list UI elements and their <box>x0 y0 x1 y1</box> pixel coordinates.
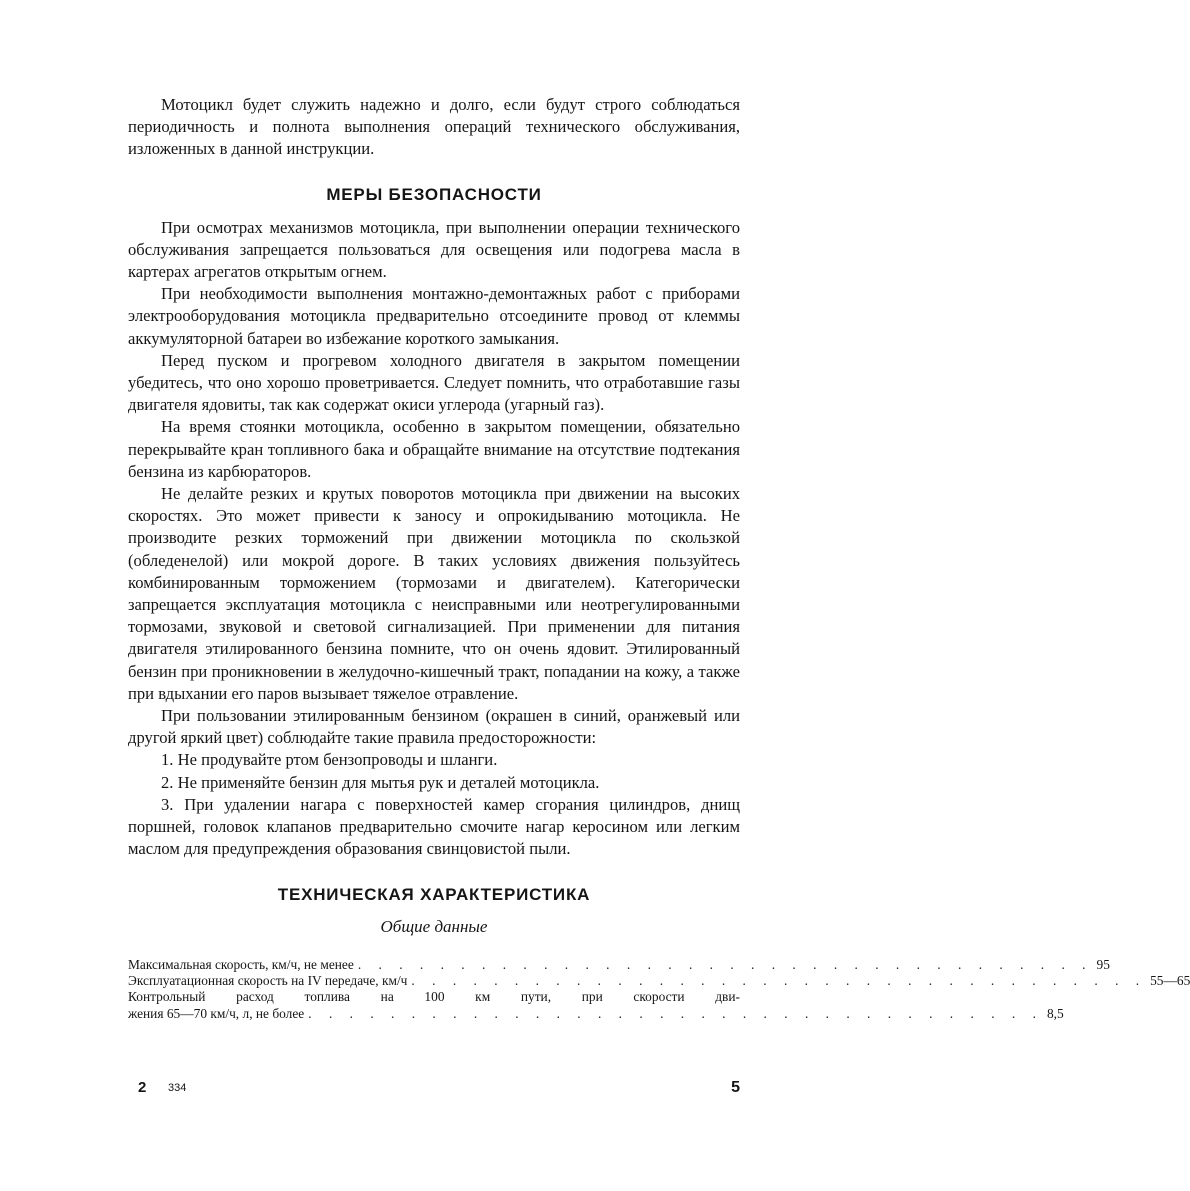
spec-leader-dots: . . . . . . . . . . . . . . . . . . . . . . . . . . . . . . . . . . . . <box>411 972 1147 988</box>
spec-value: 95 <box>1096 956 1110 972</box>
safety-rule-item: 3. При удалении нагара с поверхностей камер сгорания цилиндров, днищ поршней, головок клапанов предварительно смочите нагар керосином или легким маслом для предупреждения образования свинцовистой пыли. <box>128 794 740 859</box>
page-footer <box>128 1079 740 1101</box>
spec-leader-dots: . . . . . . . . . . . . . . . . . . . . . . . . . . . . . . . . . . . . <box>308 1005 1043 1021</box>
page-number: 5 <box>731 1079 740 1096</box>
safety-rule-item: 2. Не применяйте бензин для мытья рук и деталей мотоцикла. <box>161 772 600 792</box>
section-heading-safety: МЕРЫ БЕЗОПАСНОСТИ <box>326 184 542 204</box>
spec-leader-dots: . . . . . . . . . . . . . . . . . . . . . . . . . . . . . . . . . . . . <box>357 956 1093 972</box>
safety-paragraph: На время стоянки мотоцикла, особенно в закрытом помещении, обязательно перекрывайте кран топливного бака и обращайте внимание на отсутствие подтекания бензина из карбюраторов. <box>128 417 740 481</box>
spec-label: Эксплуатационная скорость на IV передаче, км/ч <box>128 972 408 988</box>
spec-value: 55—65 <box>1150 972 1190 988</box>
signature-mark: 2 <box>138 1079 147 1096</box>
safety-paragraph: Не делайте резких и крутых поворотов мотоцикла при движении на высоких скоростях. Это может привести к заносу и опрокидыванию мотоцикла. Не производите резких торможений при движении мотоцикла по скользкой (обледенелой) или мокрой дороге. В таких условиях движения пользуйтесь комбинированным торможением (тормозами и двигателем). Категорически запрещается эксплуатация мотоцикла с неисправными или неотрегулированными тормозами, звуковой и световой сигнализацией. При применении для питания двигателя этилированного бензина помните, что он очень ядовит. Этилированный бензин при проникновении в желудочно-кишечный тракт, попадании на кожу, а также при вдыхании его паров вызывает тяжелое отравление. <box>128 484 740 703</box>
spec-row <box>128 1005 1064 1022</box>
safety-rule-item: 1. Не продувайте ртом бензопроводы и шланги. <box>161 750 498 770</box>
spec-value: 8,5 <box>1046 1005 1064 1021</box>
page-body <box>128 94 1190 1022</box>
print-order-code: 334 <box>168 1082 187 1094</box>
section-heading-specs: ТЕХНИЧЕСКАЯ ХАРАКТЕРИСТИКА <box>277 884 591 904</box>
safety-paragraph: При осмотрах механизмов мотоцикла, при выполнении операции технического обслуживания запрещается пользоваться для освещения или подогрева масла в картерах агрегатов открытым огнем. <box>128 217 740 282</box>
intro-paragraph: Мотоцикл будет служить надежно и долго, если будут строго соблюдаться периодичность и полнота выполнения операций технического обслуживания, изложенных в данной инструкции. <box>128 95 740 159</box>
spec-label: жения 65—70 км/ч, л, не более <box>128 1005 305 1021</box>
subsection-heading-general: Общие данные <box>380 916 488 936</box>
spec-label: Максимальная скорость, км/ч, не менее <box>128 956 354 972</box>
safety-paragraph: Перед пуском и прогревом холодного двигателя в закрытом помещении убедитесь, что оно хорошо проветривается. Следует помнить, что отработавшие газы двигателя ядовиты, так как содержат окиси углерода (угарный газ). <box>128 350 740 415</box>
spec-label-line: Контрольный расход топлива на 100 км пути, при скорости дви- <box>128 989 740 1005</box>
spec-table <box>128 956 1190 1023</box>
spec-row <box>128 972 1190 989</box>
spec-row <box>128 956 1110 973</box>
safety-paragraph: При пользовании этилированным бензином (окрашен в синий, оранжевый или другой яркий цвет) соблюдайте такие правила предосторожности: <box>128 706 740 748</box>
safety-paragraph: При необходимости выполнения монтажно-демонтажных работ с приборами электрооборудования мотоцикла предварительно отсоедините провод от клеммы аккумуляторной батареи во избежание короткого замыкания. <box>128 284 740 348</box>
